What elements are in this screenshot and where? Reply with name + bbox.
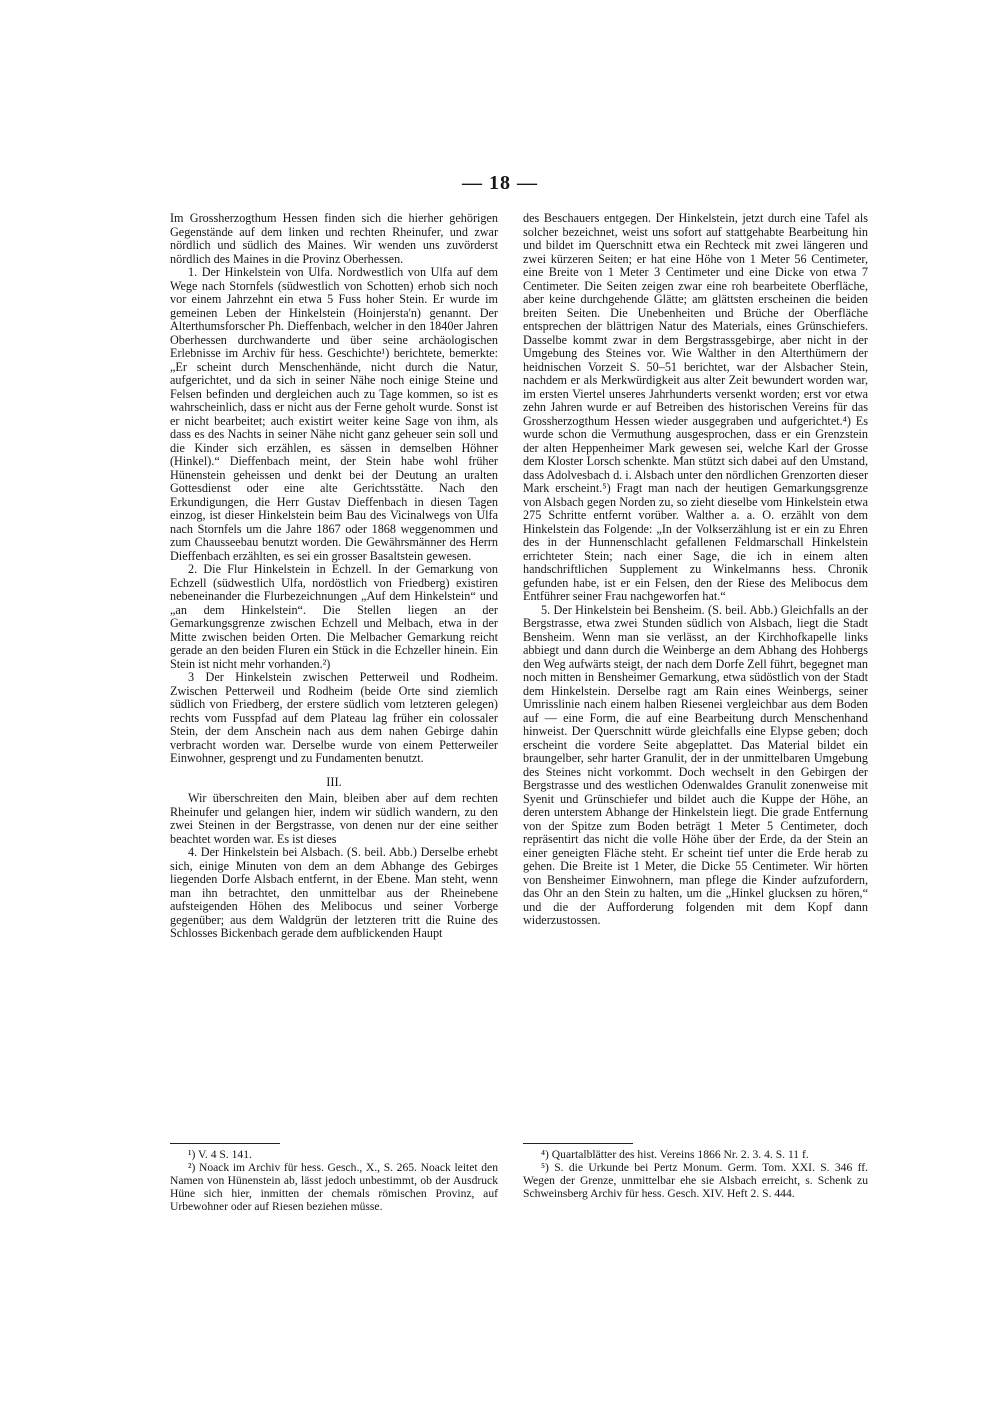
paragraph-hinkelstein-bensheim: 5. Der Hinkelstein bei Bensheim. (S. beil. Abb.) Gleichfalls an der Bergstrasse, etwa zwei Stunden südlich von Alsbach, liegt die Stadt Bensheim. Wenn man sie verlässt, an der Kirchhofkapelle links abbiegt und dann durch die Weinberge an dem Abhang des Hohbergs den Weg aufwärts steigt, der nach dem Dorfe Zell führt, begegnet man noch mitten in Bensheimer Gemarkung, etwa südöstlich von der Stadt dem Hinkelstein. Derselbe ragt am Rain eines Weinbergs, seiner Umrisslinie nach einem halben Riesenei vergleichbar aus dem Boden auf — eine Form, die auf eine Bearbeitung durch Menschenhand hinweist. Der Querschnitt würde gleichfalls eine Elypse geben; doch erscheint die vordere Seite abgeplattet. Das Material bildet ein braungelber, sehr harter Granulit, der in der unmittelbaren Umgebung des Steines nicht vorkommt. Doch wechselt in den Gebirgen der Bergstrasse und des westlichen Odenwaldes Granulit zonenweise mit Syenit und Grünschiefer und bildet auch die Kuppe der Höhe, an deren unterstem Abhange der Hinkelstein liegt. Die grade Entfernung von der Spitze zum Boden beträgt 1 Meter 5 Centimeter, doch repräsentirt das nicht die volle Höhe über der Erde, da der Stein an einer geneigten Fläche steht. Er scheint tief unter die Erde herab zu gehen. Die Breite ist 1 Meter, die Dicke 55 Centimeter. Wir hörten von Bensheimer Einwohnern, man pflege die Kinder aufzufordern, das Ohr an den Stein zu halten, um die „Hinkel glucksen zu hören,“ und die der Aufforderung folgenden mit dem Kopf dann widerzustossen. [523,602,868,927]
footnote-2: ²) Noack im Archiv für hess. Gesch., X., S. 265. Noack leitet den Namen von Hünenstein ab, lässt jedoch unbestimmt, ob der Ausdruck Hüne sich hier, inmitten der chemals römischen Provinz, auf Urbewohner oder auf Riesen beziehen müsse. [170,1161,498,1213]
paragraph-alsbach-continued: des Beschauers entgegen. Der Hinkelstein, jetzt durch eine Tafel als solcher bezeichnet, weist uns sofort auf stattgehabte Bearbeitung hin und bildet im Querschnitt etwa ein Rechteck mit zwei längeren und zwei kürzeren Seiten; er hat eine Höhe von 1 Meter 56 Centimeter, eine Breite von 1 Meter 3 Centimeter und eine Dicke von etwa 7 Centimeter. Die Seiten zeigen zwar eine roh bearbeitete Oberfläche, aber keine durchgehende Glätte; am glättsten erscheinen die beiden breiten Seiten. Die Unebenheiten und Brüche der Oberfläche entsprechen der blättrigen Natur des Materials, eines Grünschiefers. Dasselbe kommt zwar in dem Bergstrassgebirge, aber nicht in der Umgebung des Steines vor. Wie Walther in den Alterthümern der heidnischen Vorzeit S. 50–51 berichtet, war der Alsbacher Stein, nachdem er als Merkwürdigkeit aus alter Zeit bewundert worden war, im ersten Viertel unseres Jahrhunderts versenkt worden; erst vor etwa zehn Jahren wurde er auf Betreiben des historischen Vereins für das Grossherzogthum Hessen wieder ausgegraben und aufgerichtet.⁴) Es wurde schon die Vermuthung ausgesprochen, dass er ein Grenzstein der alten Heppenheimer Mark gewesen sei, welche Karl der Grosse dem Kloster Lorsch schenkte. Man stützt sich dabei auf den Umstand, dass Adolvesbach d. i. Alsbach unter den nördlichen Grenzorten dieser Mark erscheint.⁵) Fragt man nach der heutigen Gemarkungsgrenze von Alsbach gegen Norden zu, so zieht dieselbe vom Hinkelstein etwa 275 Schritte entfernt vorüber. Walther a. a. O. erzählt von dem Hinkelstein das Folgende: „In der Volkserzählung ist er ein zu Ehren des in der Hunnenschlacht gefallenen Feldmarschall Hinkelstein errichteter Stein; nach einer Sage, die ich in einem alten handschriftlichen Supplement zu Winkelmanns hess. Chronik gefunden habe, ist er ein Felsen, den der Riese des Melibocus dem Entführer seiner Frau nachgeworfen hat.“ [523,211,868,603]
footnote-1: ¹) V. 4 S. 141. [188,1148,252,1161]
footnote-4: ⁴) Quartalblätter des hist. Vereins 1866 Nr. 2. 3. 4. S. 11 f. [541,1148,809,1161]
footnotes-left [170,1143,498,1213]
footnote-rule [523,1143,633,1144]
paragraph-main-crossing: Wir überschreiten den Main, bleiben aber auf dem rechten Rheinufer und gelangen hier, indem wir südlich wandern, zu den zwei Steinen in der Bergstrasse, von denen nur der eine seither beachtet worden war. Es ist dieses [170,791,498,846]
section-heading: III. [326,774,342,789]
footnotes-right [523,1143,868,1200]
paragraph-petterweil-rodheim: 3 Der Hinkelstein zwischen Petterweil und Rodheim. Zwischen Petterweil und Rodheim (beide Orte sind ziemlich südlich von Friedberg, der erstere südlich vom letzteren gelegen) rechts vom Fusspfad auf dem Plateau lag früher ein colossaler Stein, der dem Anschein nach aus dem nahen Gebirge dahin verbracht worden war. Derselbe wurde von einem Petterweiler Einwohner, gesprengt und zu Fundamenten benutzt. [170,670,498,765]
left-column [170,212,498,941]
footnote-5: ⁵) S. die Urkunde bei Pertz Monum. Germ. Tom. XXI. S. 346 ff. Wegen der Grenze, unmittelbar ehe sie Alsbach erreicht, s. Schenk zu Schweinsberg Archiv für hess. Gesch. XIV. Heft 2. S. 444. [523,1161,868,1200]
page-number: — 18 — [462,172,538,194]
right-column [523,212,868,928]
paragraph-hinkelstein-ulfa: 1. Der Hinkelstein von Ulfa. Nordwestlich von Ulfa auf dem Wege nach Stornfels (südwestlich von Schotten) erhob sich noch vor einem Jahrzehnt ein etwa 5 Fuss hoher Stein. Er wurde im gemeinen Leben der Hinkelstein (Hoinjersta'n) genannt. Der Alterthumsforscher Ph. Dieffenbach, welcher in den 1840er Jahren Oberhessen durchwanderte und über seine archäologischen Erlebnisse im Archiv für hess. Geschichte¹) berichtete, bemerkte: „Er scheint durch Menschenhände, nicht durch die Natur, aufgerichtet, und da sich in seiner Nähe noch einige Steine und Felsen befinden und dergleichen auch zu Tage kommen, so ist es wahrscheinlich, dass er nicht aus der Ferne geholt wurde. Sonst ist er nicht bearbeitet; auch existirt weiter keine Sage von ihm, als dass es des Nachts in seiner Nähe nicht ganz geheuer sein soll und die Kinder sich erzählen, es sässen in demselben Höhner (Hinkel).“ Dieffenbach meint, der Stein habe wohl früher Hünenstein geheissen und denkt bei der Deutung an uralten Gottesdienst oder eine alte Gerichtsstätte. Nach den Erkundigungen, die Herr Gustav Dieffenbach in diesen Tagen einzog, ist dieser Hinkelstein beim Bau des Vicinalwegs von Ulfa nach Stornfels um die Jahre 1867 oder 1868 weggenommen und zum Chausseebau benutzt worden. Die Gewährsmänner des Herrn Dieffenbach erzählten, es sei ein grosser Basaltstein gewesen. [170,265,498,563]
footnote-rule [170,1143,280,1144]
paragraph-flur-echzell: 2. Die Flur Hinkelstein in Echzell. In der Gemarkung von Echzell (südwestlich Ulfa, nordöstlich von Friedberg) existiren nebeneinander die Flurbezeichnungen „Auf dem Hinkelstein“ und „an dem Hinkelstein“. Die Stellen liegen an der Gemarkungsgrenze zwischen Echzell und Melbach, etwa in der Mitte zwischen beiden Orten. Die Melbacher Gemarkung reicht gerade an den beiden Fluren ein Stück in die Echzeller hinein. Ein Stein ist nicht mehr vorhanden.²) [170,562,498,671]
paragraph-intro: Im Grossherzogthum Hessen finden sich die hierher gehörigen Gegenstände auf dem linken und rechten Rheinufer, und zwar nördlich und südlich des Maines. Wir wenden uns zuvörderst nördlich des Maines in die Provinz Oberhessen. [170,211,498,266]
paragraph-hinkelstein-alsbach: 4. Der Hinkelstein bei Alsbach. (S. beil. Abb.) Derselbe erhebt sich, einige Minuten von dem an dem Abhange des Gebirges liegenden Dorfe Alsbach entfernt, in der Ebene. Man steht, wenn man ihn betrachtet, den unmittelbar aus der Rheinebene aufsteigenden Höhen des Melibocus und seiner Vorberge gegenüber; aus dem Waldgrün der letzteren tritt die Ruine des Schlosses Bickenbach gerade dem aufblickenden Haupt [170,845,498,940]
